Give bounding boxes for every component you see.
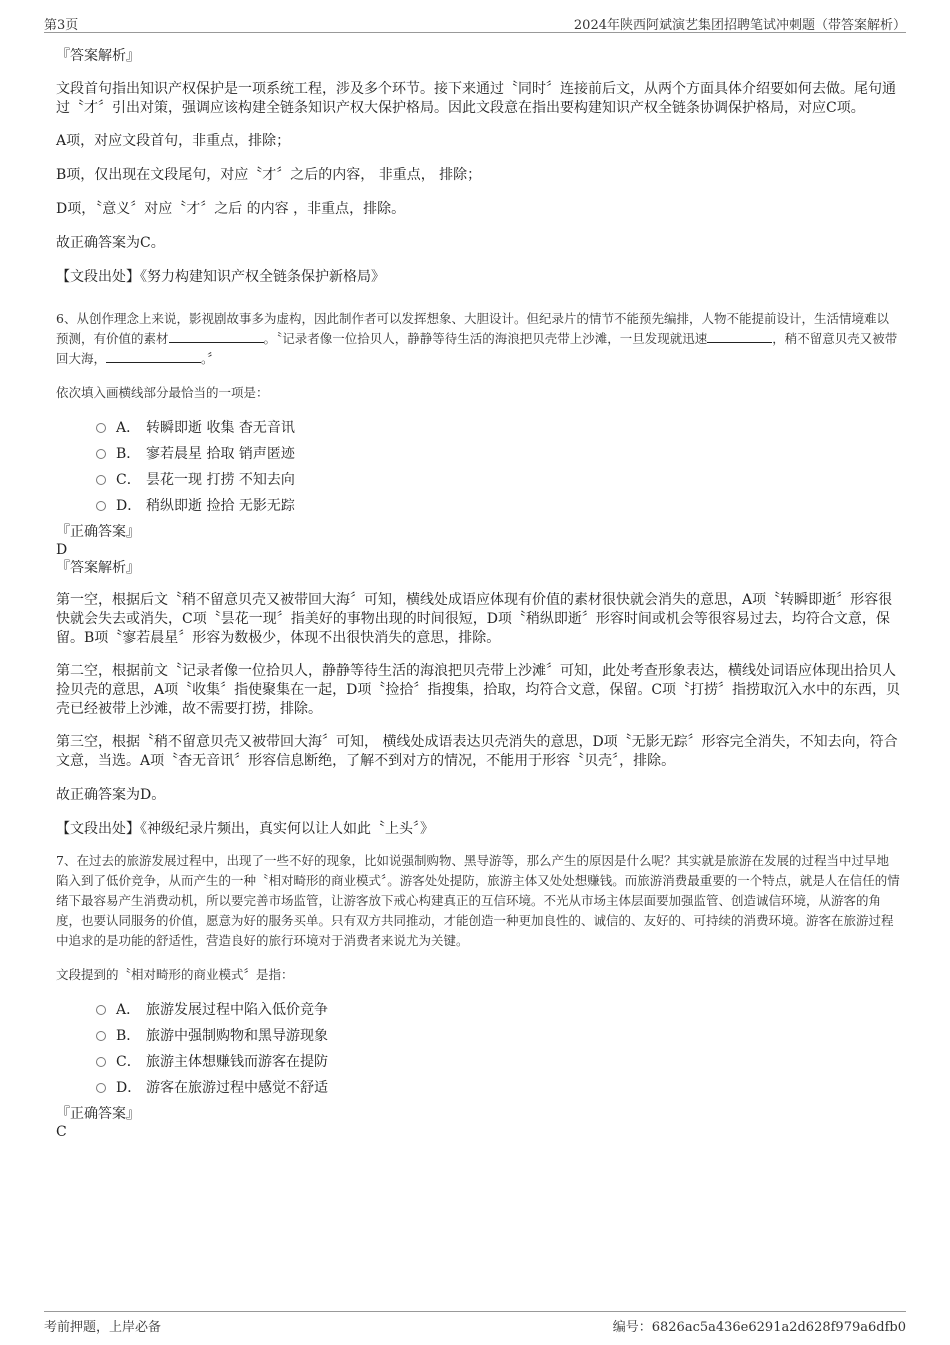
radio-icon[interactable]	[96, 1057, 106, 1067]
conclusion: 故正确答案为D。	[56, 787, 166, 803]
question-7-stem: 7、在过去的旅游发展过程中，出现了一些不好的现象，比如说强制购物、黑导游等，那么产生的原因是什么呢？其实就是旅游在发展的过程当中过早地陷入到了低价竞争，从而产生的一种〝相对畸形的商业模式〞。游客处处提防，旅游主体又处处想赚钱。而旅游消费最重要的一个特点，就是人在信任的情绪下最容易产生消费动机，所以要完善市场监管，让游客放下戒心构建真正的互信环境。不光从市场主体层面要加强监管、创造诚信环境，从游客的角度，也要认同服务的价值，愿意为好的服务买单。只有双方共同推动，才能创造一种更加良性的、诚信的、友好的、可持续的消费环境。游客在旅游过程中追求的是功能的舒适性，营造良好的旅行环境对于消费者来说尤为关键。	[56, 853, 900, 948]
analysis-label: 『答案解析』	[56, 560, 140, 576]
source-citation: 【文段出处】《神级纪录片频出，真实何以让人如此〝上头〞》	[56, 821, 434, 837]
option-b[interactable]: B． 寥若晨星 拾取 销声匿迹	[96, 441, 901, 467]
document-code: 编号：6826ac5a436e6291a2d628f979a6dfb0	[612, 1320, 906, 1335]
source-citation: 【文段出处】《努力构建知识产权全链条保护新格局》	[56, 269, 385, 285]
option-c[interactable]: C． 昙花一现 打捞 不知去向	[96, 467, 901, 493]
option-c[interactable]: C． 旅游主体想赚钱而游客在提防	[96, 1049, 901, 1075]
fill-blank-1	[169, 330, 264, 343]
analysis-blank-1: 第一空，根据后文〝稍不留意贝壳又被带回大海〞可知，横线处成语应体现有价值的素材很快就会消失的意思，A项〝转瞬即逝〞形容很快就会失去或消失，C项〝昙花一现〞指美好的事物出现的时间很短，D项〝稍纵即逝〞形容时间或机会等很容易过去，均符合文意，保留。B项〝寥若晨星〞形容为数极少，体现不出很快消失的意思，排除。	[56, 592, 893, 646]
radio-icon[interactable]	[96, 449, 106, 459]
option-a[interactable]: A． 旅游发展过程中陷入低价竞争	[96, 997, 901, 1023]
analysis-option-a: A项，对应文段首句，非重点，排除；	[56, 133, 291, 149]
page-content	[56, 44, 901, 1141]
page-header	[44, 10, 906, 33]
document-title: 2024年陕西阿斌演艺集团招聘笔试冲刺题（带答案解析）	[573, 18, 906, 33]
correct-answer-label: 『正确答案』	[56, 1106, 140, 1122]
question-6-options	[56, 415, 901, 519]
radio-icon[interactable]	[96, 1005, 106, 1015]
fill-blank-3	[106, 350, 201, 363]
option-a[interactable]: A． 转瞬即逝 收集 杳无音讯	[96, 415, 901, 441]
radio-icon[interactable]	[96, 1083, 106, 1093]
radio-icon[interactable]	[96, 1031, 106, 1041]
option-d[interactable]: D． 游客在旅游过程中感觉不舒适	[96, 1075, 901, 1101]
footer-slogan: 考前押题，上岸必备	[44, 1320, 162, 1335]
analysis-label: 『答案解析』	[56, 48, 140, 64]
correct-answer: C	[56, 1124, 67, 1140]
correct-answer-label: 『正确答案』	[56, 524, 140, 540]
conclusion: 故正确答案为C。	[56, 235, 165, 251]
radio-icon[interactable]	[96, 501, 106, 511]
analysis-option-b: B项，仅出现在文段尾句，对应〝才〞之后的内容， 非重点， 排除；	[56, 167, 482, 183]
analysis-blank-2: 第二空，根据前文〝记录者像一位拾贝人，静静等待生活的海浪把贝壳带上沙滩〞可知，此处考查形象表达，横线处词语应体现出拾贝人捡贝壳的意思，A项〝收集〞指使聚集在一起，D项〝捡拾〞指搜集，拾取，均符合文意，保留。C项〝打捞〞指捞取沉入水中的东西，贝壳已经被带上沙滩，故不需要打捞，排除。	[56, 663, 901, 717]
analysis-option-d: D项，〝意义〞对应〝才〞之后 的内容 ，非重点，排除。	[56, 201, 406, 217]
question-6-prompt: 依次填入画横线部分最恰当的一项是：	[56, 385, 269, 400]
fill-blank-2	[707, 330, 772, 343]
radio-icon[interactable]	[96, 423, 106, 433]
page-footer	[44, 1311, 906, 1335]
question-6-stem: 6、从创作理念上来说，影视剧故事多为虚构，因此制作者可以发挥想象、大胆设计。但纪录片的情节不能预先编排，人物不能提前设计，生活情境难以预测，有价值的素材 。〝记录者像一位拾贝人，静静等待生活的海浪把贝壳带上沙滩，一旦发现就迅速 ，稍不留意贝壳又被带回大海， 。〞	[56, 311, 898, 366]
radio-icon[interactable]	[96, 475, 106, 485]
analysis-paragraph: 文段首句指出知识产权保护是一项系统工程，涉及多个环节。接下来通过〝同时〞连接前后文，从两个方面具体介绍要如何去做。尾句通过〝才〞引出对策，强调应该构建全链条知识产权大保护格局。因此文段意在指出要构建知识产权全链条协调保护格局，对应C项。	[56, 81, 896, 116]
analysis-blank-3: 第三空，根据〝稍不留意贝壳又被带回大海〞可知， 横线处成语表达贝壳消失的意思，D项〝无影无踪〞形容完全消失，不知去向，符合文意，当选。A项〝杳无音讯〞形容信息断绝，了解不到对方的情况，不能用于形容〝贝壳〞，排除。	[56, 734, 898, 769]
option-d[interactable]: D． 稍纵即逝 捡拾 无影无踪	[96, 493, 901, 519]
question-7-options	[56, 997, 901, 1101]
correct-answer: D	[56, 542, 68, 558]
option-b[interactable]: B． 旅游中强制购物和黑导游现象	[96, 1023, 901, 1049]
page-number: 第3页	[44, 18, 79, 33]
question-7-prompt: 文段提到的〝相对畸形的商业模式〞是指：	[56, 967, 294, 982]
